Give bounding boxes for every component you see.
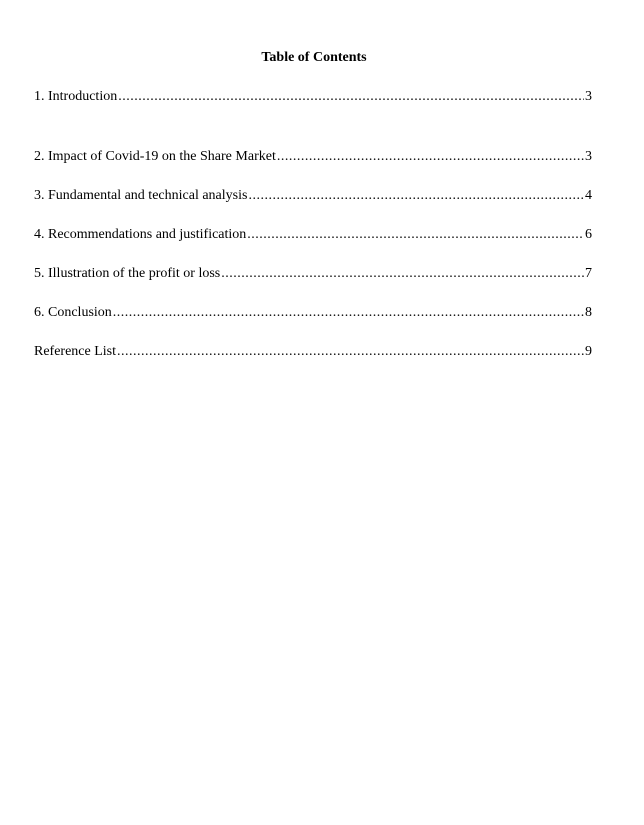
- toc-dot-leader: [221, 265, 584, 283]
- toc-entry-conclusion[interactable]: [34, 283, 592, 322]
- toc-entry-label: 3. Fundamental and technical analysis: [34, 188, 248, 203]
- toc-page-number: 9: [585, 344, 592, 359]
- toc-page-number: 3: [585, 149, 592, 164]
- toc-dot-leader: [117, 343, 584, 361]
- toc-title: Table of Contents: [261, 50, 367, 65]
- toc-entry-illustration[interactable]: [34, 244, 592, 283]
- toc-dot-leader: [118, 88, 584, 106]
- toc-page-number: 4: [585, 188, 592, 203]
- toc-entry-label: Reference List: [34, 344, 117, 359]
- toc-entry-recommendations[interactable]: [34, 205, 592, 244]
- toc-page-number: 8: [585, 305, 592, 320]
- toc-entry-label: 2. Impact of Covid-19 on the Share Market: [34, 149, 276, 164]
- toc-entry-introduction[interactable]: [34, 88, 592, 106]
- toc-entry-analysis[interactable]: [34, 166, 592, 205]
- toc-page-number: 6: [585, 227, 592, 242]
- toc-entry-reference-list[interactable]: [34, 322, 592, 361]
- toc-page-number: 3: [585, 89, 592, 104]
- toc-dot-leader: [113, 304, 584, 322]
- toc-entry-label: 1. Introduction: [34, 89, 118, 104]
- toc-entry-label: 5. Illustration of the profit or loss: [34, 266, 221, 281]
- toc-dot-leader: [248, 187, 584, 205]
- toc-dot-leader: [247, 226, 584, 244]
- toc-list: [34, 88, 592, 361]
- toc-page-number: 7: [585, 266, 592, 281]
- toc-entry-label: 6. Conclusion: [34, 305, 112, 320]
- toc-entry-impact-covid[interactable]: [34, 127, 592, 166]
- toc-entry-label: 4. Recommendations and justification: [34, 227, 247, 242]
- toc-dot-leader: [277, 148, 584, 166]
